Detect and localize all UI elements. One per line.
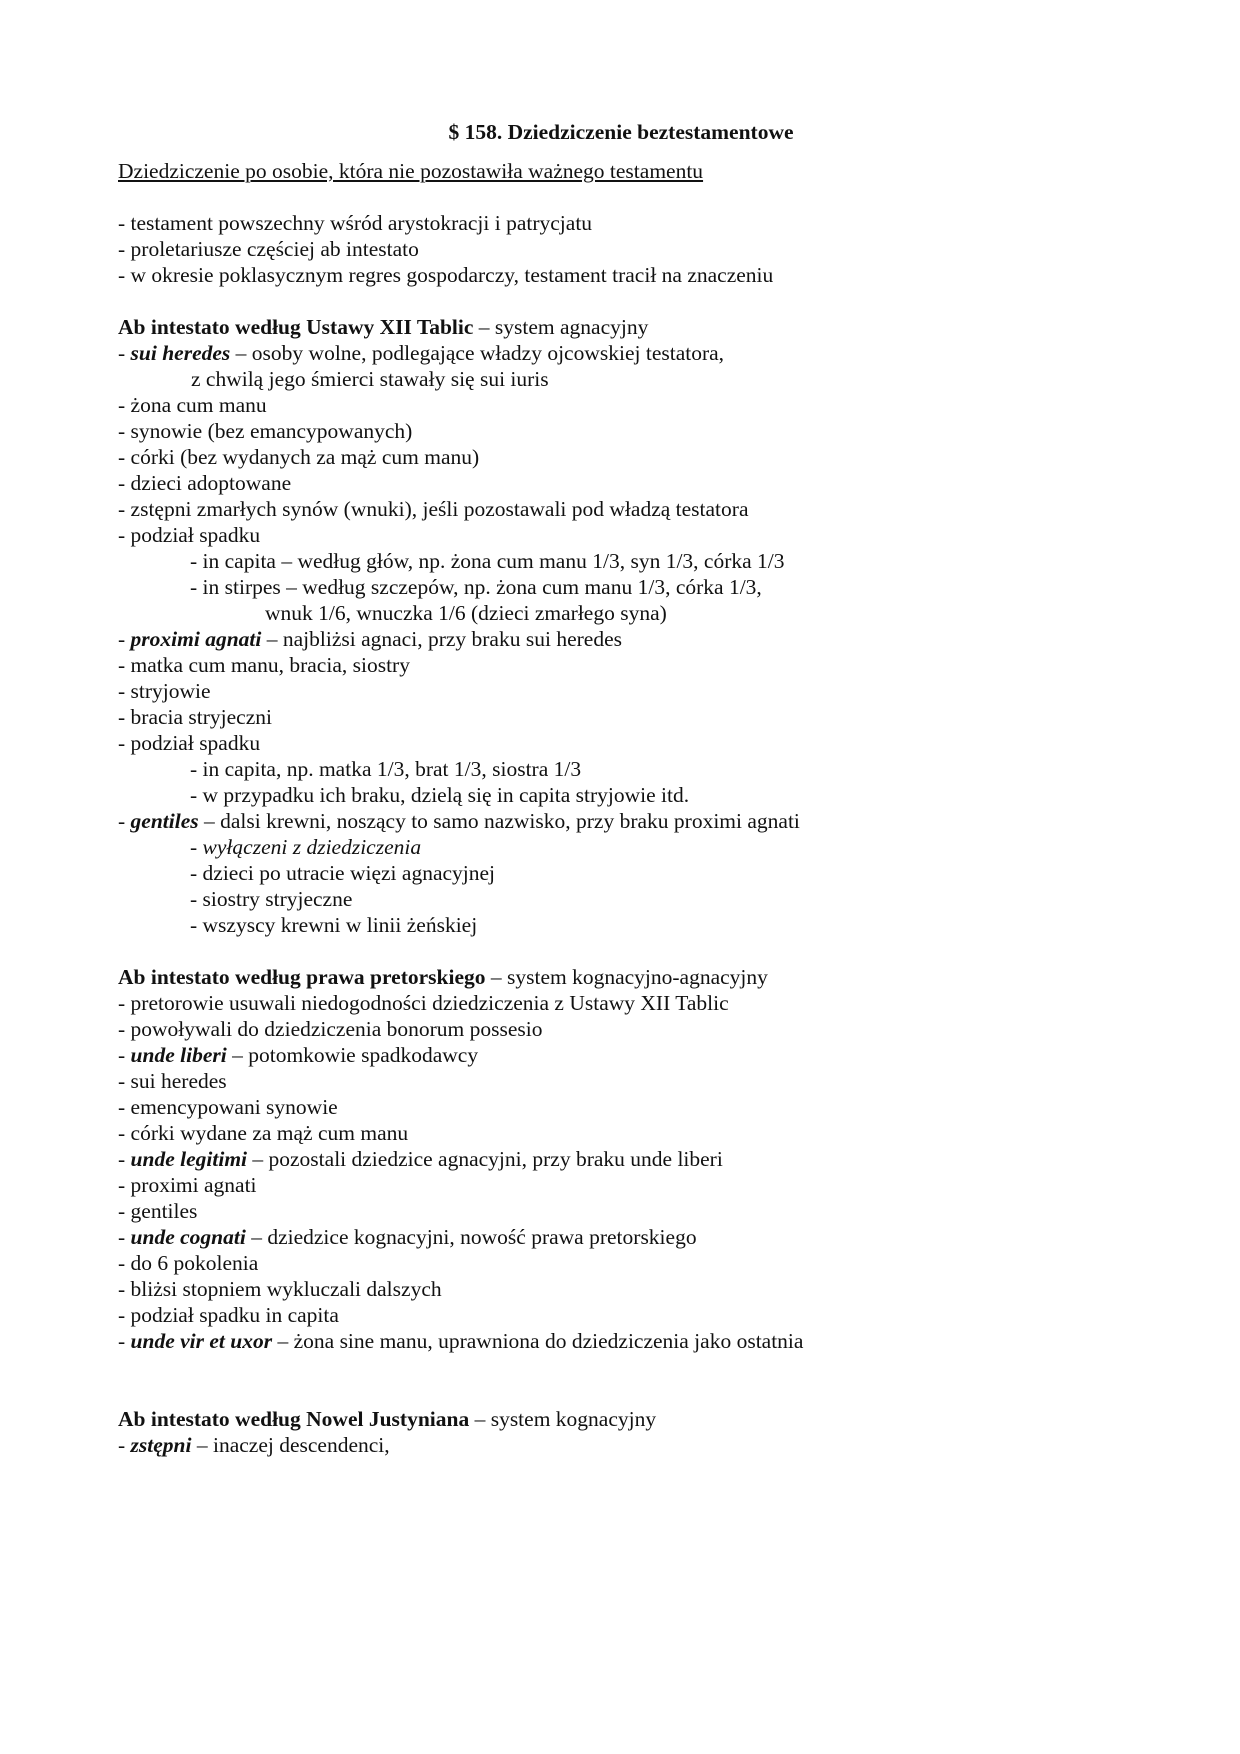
term-proximi-agnati: proximi agnati bbox=[130, 627, 262, 651]
list-item: - podział spadku bbox=[118, 731, 261, 755]
list-item: - podział spadku in capita bbox=[118, 1303, 339, 1327]
intro-heading: Dziedziczenie po osobie, która nie pozostawiła ważnego testamentu bbox=[118, 159, 704, 183]
list-item: - do 6 pokolenia bbox=[118, 1251, 259, 1275]
term-gentiles: gentiles bbox=[130, 809, 199, 833]
sub-list-item: - dzieci po utracie więzi agnacyjnej bbox=[190, 861, 496, 885]
term-unde-liberi: unde liberi bbox=[130, 1043, 227, 1067]
list-item-proximi-agnati: - proximi agnati – najbliżsi agnaci, przy braku sui heredes bbox=[118, 627, 622, 651]
list-item-unde-cognati: - unde cognati – dziedzice kognacyjni, nowość prawa pretorskiego bbox=[118, 1225, 697, 1249]
list-item: - matka cum manu, bracia, siostry bbox=[118, 653, 410, 677]
list-item: - gentiles bbox=[118, 1199, 198, 1223]
list-item-unde-legitimi: - unde legitimi – pozostali dziedzice agnacyjni, przy braku unde liberi bbox=[118, 1147, 723, 1171]
list-item-unde-vir-et-uxor: - unde vir et uxor – żona sine manu, uprawniona do dziedziczenia jako ostatnia bbox=[118, 1329, 804, 1353]
list-item: - emencypowani synowie bbox=[118, 1095, 338, 1119]
term-unde-cognati: unde cognati bbox=[130, 1225, 246, 1249]
list-item: - sui heredes bbox=[118, 1069, 227, 1093]
list-item: - bracia stryjeczni bbox=[118, 705, 272, 729]
list-item: - dzieci adoptowane bbox=[118, 471, 292, 495]
list-item: - pretorowie usuwali niedogodności dziedziczenia z Ustawy XII Tablic bbox=[118, 991, 729, 1015]
list-item: - powoływali do dziedziczenia bonorum possesio bbox=[118, 1017, 543, 1041]
section-heading-praetorian-law: Ab intestato według prawa pretorskiego – system kognacyjno-agnacyjny bbox=[118, 965, 768, 989]
list-item: - bliżsi stopniem wykluczali dalszych bbox=[118, 1277, 442, 1301]
term-unde-legitimi: unde legitimi bbox=[130, 1147, 248, 1171]
list-item-sui-heredes: - sui heredes – osoby wolne, podlegające władzy ojcowskiej testatora, bbox=[118, 341, 725, 365]
list-item: - w okresie poklasycznym regres gospodarczy, testament tracił na znaczeniu bbox=[118, 263, 774, 287]
section-heading-justinian-novels: Ab intestato według Nowel Justyniana – system kognacyjny bbox=[118, 1407, 657, 1431]
list-item: - synowie (bez emancypowanych) bbox=[118, 419, 413, 443]
list-item: - córki (bez wydanych za mąż cum manu) bbox=[118, 445, 480, 469]
term-sui-heredes: sui heredes bbox=[130, 341, 231, 365]
list-item: - proletariusze częściej ab intestato bbox=[118, 237, 419, 261]
section-heading-xii-tables: Ab intestato według Ustawy XII Tablic – system agnacyjny bbox=[118, 315, 649, 339]
sub-list-item-excluded: - wyłączeni z dziedziczenia bbox=[190, 835, 422, 859]
list-item: - podział spadku bbox=[118, 523, 261, 547]
list-item: - żona cum manu bbox=[118, 393, 267, 417]
list-item: - testament powszechny wśród arystokracji i patrycjatu bbox=[118, 211, 593, 235]
list-item: - proximi agnati bbox=[118, 1173, 257, 1197]
sub-list-item: - w przypadku ich braku, dzielą się in capita stryjowie itd. bbox=[190, 783, 690, 807]
sub-list-item: - siostry stryjeczne bbox=[190, 887, 353, 911]
sub-list-item: - wszyscy krewni w linii żeńskiej bbox=[190, 913, 478, 937]
list-item: - stryjowie bbox=[118, 679, 211, 703]
list-item-continuation: z chwilą jego śmierci stawały się sui iuris bbox=[191, 367, 549, 391]
list-item: - zstępni zmarłych synów (wnuki), jeśli pozostawali pod władzą testatora bbox=[118, 497, 749, 521]
term-zstepni: zstępni bbox=[130, 1433, 192, 1457]
sub-list-item-continuation: wnuk 1/6, wnuczka 1/6 (dzieci zmarłego syna) bbox=[265, 601, 667, 625]
page-title: $ 158. Dziedziczenie beztestamentowe bbox=[448, 120, 794, 144]
list-item-gentiles: - gentiles – dalsi krewni, noszący to samo nazwisko, przy braku proximi agnati bbox=[118, 809, 800, 833]
list-item: - córki wydane za mąż cum manu bbox=[118, 1121, 409, 1145]
list-item-unde-liberi: - unde liberi – potomkowie spadkodawcy bbox=[118, 1043, 479, 1067]
list-item-zstepni: - zstępni – inaczej descendenci, bbox=[118, 1433, 390, 1457]
sub-list-item: - in stirpes – według szczepów, np. żona cum manu 1/3, córka 1/3, bbox=[190, 575, 762, 599]
term-unde-vir-et-uxor: unde vir et uxor bbox=[130, 1329, 273, 1353]
sub-list-item: - in capita, np. matka 1/3, brat 1/3, siostra 1/3 bbox=[190, 757, 582, 781]
sub-list-item: - in capita – według głów, np. żona cum manu 1/3, syn 1/3, córka 1/3 bbox=[190, 549, 785, 573]
